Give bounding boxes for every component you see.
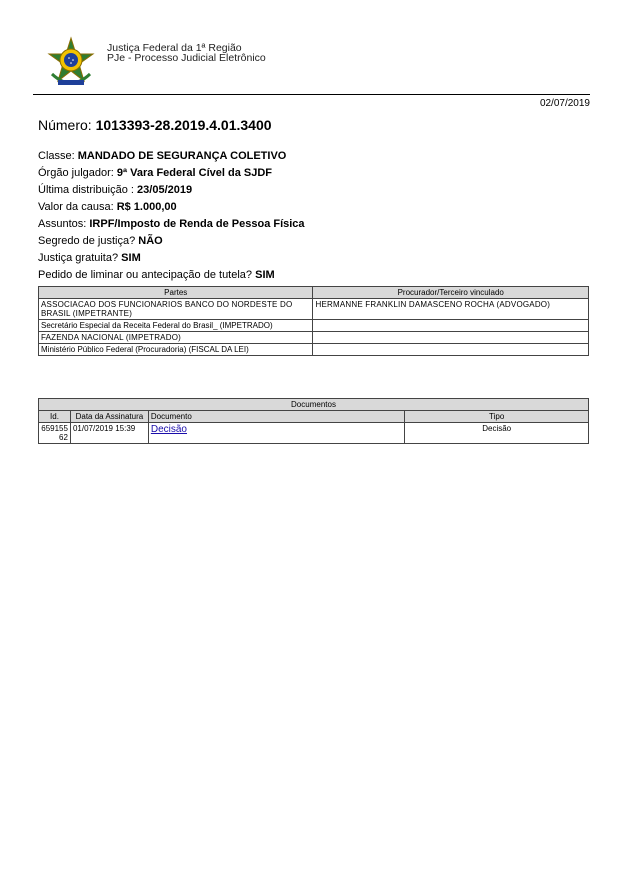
field-classe: Classe: MANDADO DE SEGURANÇA COLETIVO — [38, 150, 287, 162]
document-header — [38, 34, 590, 94]
process-fields — [38, 148, 305, 284]
field-liminar: Pedido de liminar ou antecipação de tutela? SIM — [38, 269, 275, 281]
field-distribuicao: Última distribuição : 23/05/2019 — [38, 184, 193, 196]
field-segredo: Segredo de justiça? NÃO — [38, 235, 163, 247]
partes-table — [38, 286, 589, 356]
documento-header: Documento — [148, 411, 404, 423]
partes-header: Partes — [39, 287, 313, 299]
table-row: Ministério Público Federal (Procuradoria) (FISCAL DA LEI) — [39, 344, 589, 356]
field-assuntos: Assuntos: IRPF/Imposto de Renda de Pessoa Física — [38, 218, 305, 230]
table-row: ASSOCIACAO DOS FUNCIONARIOS BANCO DO NORDESTE DO BRASIL (IMPETRANTE) HERMANNE FRANKLIN DAMASCENO ROCHA (ADVOGADO) — [39, 299, 589, 320]
system-name: PJe - Processo Judicial Eletrônico — [107, 52, 266, 64]
data-header: Data da Assinatura — [70, 411, 148, 423]
table-row: Secretário Especial da Receita Federal do Brasil_ (IMPETRADO) — [39, 320, 589, 332]
id-header: Id. — [39, 411, 71, 423]
print-date: 02/07/2019 — [539, 98, 590, 109]
table-row: FAZENDA NACIONAL (IMPETRADO) — [39, 332, 589, 344]
procurador-header: Procurador/Terceiro vinculado — [313, 287, 589, 299]
table-row: 65915562 01/07/2019 15:39 Decisão Decisão — [39, 423, 589, 444]
process-number-value: 1013393-28.2019.4.01.3400 — [95, 117, 272, 133]
header-divider — [33, 94, 590, 95]
field-orgao: Órgão julgador: 9ª Vara Federal Cível da SJDF — [38, 167, 272, 179]
process-number-label: Número: — [38, 117, 92, 133]
documento-link[interactable]: Decisão — [150, 424, 187, 435]
field-valor: Valor da causa: R$ 1.000,00 — [38, 201, 177, 213]
field-gratuita: Justiça gratuita? SIM — [38, 252, 141, 264]
court-name: Justiça Federal da 1ª Região — [107, 42, 242, 54]
documentos-title: Documentos — [39, 399, 589, 411]
tipo-header: Tipo — [405, 411, 589, 423]
brazil-coat-of-arms-icon — [46, 36, 96, 92]
documentos-table — [38, 398, 589, 444]
process-number — [38, 117, 272, 133]
